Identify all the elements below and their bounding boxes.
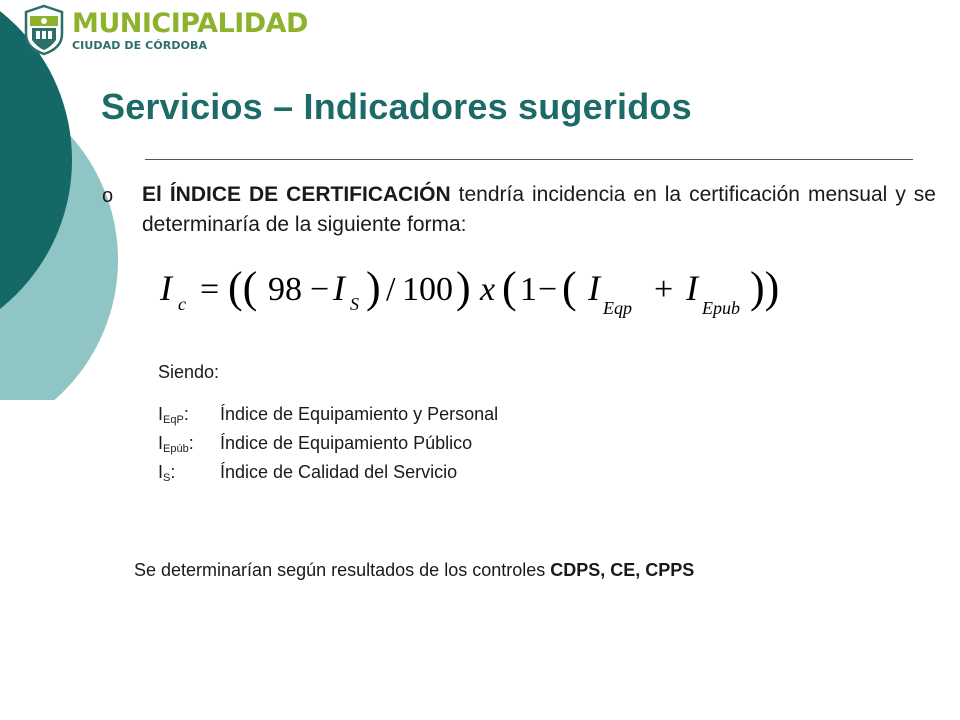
city-crest-icon bbox=[22, 4, 66, 56]
formula-minus-1: − bbox=[310, 271, 330, 308]
formula-slash: / bbox=[386, 271, 396, 308]
title-divider bbox=[145, 159, 913, 160]
definition-description: Índice de Equipamiento Público bbox=[220, 433, 473, 453]
logo-name: MUNICIPALIDAD bbox=[72, 7, 308, 39]
municipalidad-logo bbox=[22, 2, 308, 58]
definition-symbol: $I_S$: bbox=[158, 462, 176, 484]
formula-paren-4: ( bbox=[562, 263, 577, 312]
footer-text: Se determinarían según resultados de los controles bbox=[134, 560, 551, 580]
formula-close-parens: )) bbox=[750, 263, 780, 312]
definition-symbol: $I_{Epúb}$: bbox=[158, 433, 194, 455]
formula-iepub: I bbox=[686, 268, 698, 308]
formula-is-sub: S bbox=[350, 294, 359, 314]
footer-controls: CDPS, CE, CPPS bbox=[550, 560, 695, 580]
formula bbox=[160, 262, 800, 322]
formula-close-paren-1: ) bbox=[366, 263, 381, 312]
formula-ieqp-sub: Eqp bbox=[603, 298, 632, 318]
bullet-marker: o bbox=[102, 185, 114, 207]
formula-open-parens: (( bbox=[228, 263, 258, 312]
formula-98: 98 bbox=[268, 271, 302, 308]
logo-subtitle: CIUDAD DE CÓRDOBA bbox=[72, 38, 208, 52]
bullet-body: tendría incidencia en la certificación mensual y se determinaría de la siguiente forma: bbox=[142, 183, 936, 236]
formula-lhs-sub: c bbox=[178, 294, 186, 314]
formula-equals: = bbox=[200, 271, 220, 308]
definition-row bbox=[158, 404, 499, 426]
page-title: Servicios – Indicadores sugeridos bbox=[101, 86, 692, 127]
formula-iepub-sub: Epub bbox=[702, 298, 740, 318]
formula-is: I bbox=[333, 268, 345, 308]
siendo-label: Siendo: bbox=[158, 362, 220, 382]
formula-ieqp: I bbox=[588, 268, 600, 308]
bullet-bold-lead: El ÍNDICE DE CERTIFICACIÓN bbox=[142, 183, 451, 206]
footer-note bbox=[134, 560, 694, 581]
definition-description: Índice de Calidad del Servicio bbox=[220, 462, 458, 482]
formula-minus-2: − bbox=[538, 271, 558, 308]
formula-paren-3: ( bbox=[502, 263, 517, 312]
formula-plus: + bbox=[654, 271, 674, 308]
formula-one: 1 bbox=[520, 271, 537, 308]
bullet-paragraph bbox=[142, 180, 936, 240]
formula-x: x bbox=[480, 271, 496, 308]
formula-close-paren-2: ) bbox=[456, 263, 471, 312]
formula-100: 100 bbox=[402, 271, 453, 308]
definition-row bbox=[158, 462, 458, 484]
definition-description: Índice de Equipamiento y Personal bbox=[220, 404, 499, 424]
formula-lhs: I bbox=[160, 268, 172, 308]
definition-row bbox=[158, 433, 473, 455]
definition-symbol: $I_{EqP}$: bbox=[158, 404, 189, 426]
